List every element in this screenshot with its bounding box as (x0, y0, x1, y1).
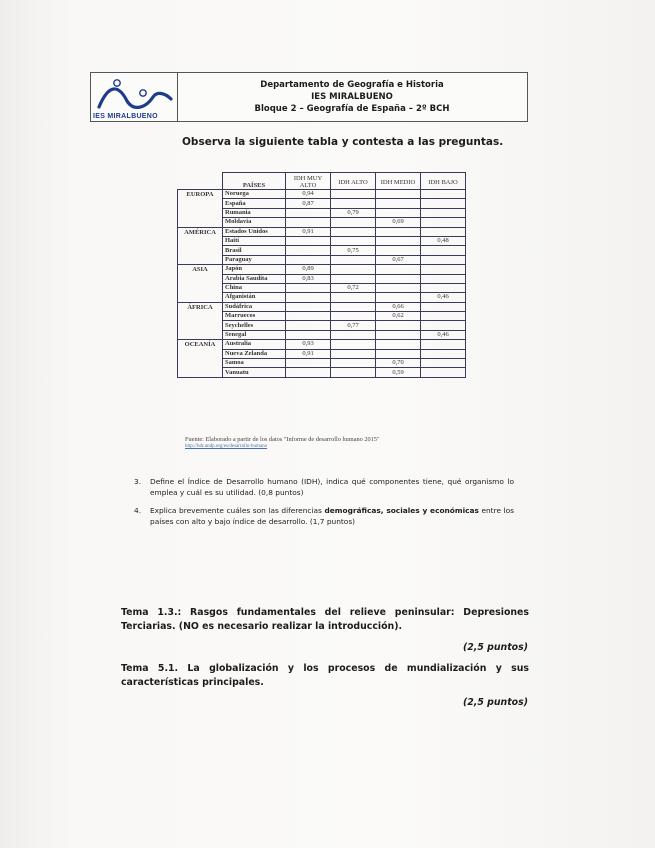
country-cell: Moldavia (223, 218, 286, 227)
tema-1-3: Tema 1.3.: Rasgos fundamentales del relieve peninsular: Depresiones Terciarias. (NO es necesario realizar la introducción). (121, 607, 529, 632)
idh-value-cell (331, 312, 376, 321)
country-cell: Haití (223, 236, 286, 245)
idh-value-cell (286, 293, 331, 302)
header (90, 72, 528, 122)
question-number: 3. (134, 477, 142, 486)
idh-value-cell: 0,48 (421, 236, 466, 245)
idh-value-cell (331, 190, 376, 199)
idh-value-cell (286, 321, 331, 330)
country-cell: Japón (223, 265, 286, 274)
idh-value-cell (376, 236, 421, 245)
country-cell: Samoa (223, 359, 286, 368)
idh-value-cell (286, 255, 331, 264)
table-row (178, 302, 466, 311)
idh-value-cell (376, 340, 421, 349)
header-paises: PAÍSES (223, 173, 286, 190)
tema-1-3-points: (2,5 puntos) (462, 642, 528, 653)
logo-text: IES MIRALBUENO (93, 113, 158, 120)
country-cell: Senegal (223, 330, 286, 339)
question-text-start: Explica brevemente cuáles son las diferencias (150, 506, 325, 515)
region-cell: AMÉRICA (178, 227, 223, 265)
idh-value-cell (421, 349, 466, 358)
country-cell: Australia (223, 340, 286, 349)
header-idh-bajo: IDH BAJO (421, 173, 466, 190)
country-cell: Marruecos (223, 312, 286, 321)
table-row (178, 227, 466, 236)
idh-value-cell (376, 199, 421, 208)
course-name: Bloque 2 – Geografía de España – 2º BCH (254, 104, 450, 114)
idh-value-cell (421, 302, 466, 311)
country-cell: Seychelles (223, 321, 286, 330)
idh-value-cell (286, 208, 331, 217)
country-cell: Vanuatu (223, 368, 286, 377)
question-text-end: entre los países con alto y bajo índice de desarrollo. (1,7 puntos) (150, 506, 514, 526)
idh-value-cell (421, 265, 466, 274)
question-text: Define el Índice de Desarrollo humano (IDH), indica qué componentes tiene, qué organismo lo emplea y cuál es su utilidad. (0,8 puntos) (150, 477, 514, 497)
idh-value-cell (331, 236, 376, 245)
idh-value-cell: 0,83 (286, 274, 331, 283)
idh-value-cell (421, 359, 466, 368)
source-link[interactable]: http://hdr.undp.org/es/desarrollo-humano (185, 444, 268, 449)
idh-value-cell (331, 302, 376, 311)
idh-value-cell: 0,59 (376, 368, 421, 377)
idh-value-cell (376, 349, 421, 358)
question-number: 4. (134, 506, 142, 515)
idh-value-cell: 0,67 (376, 255, 421, 264)
idh-value-cell (286, 368, 331, 377)
idh-value-cell (421, 283, 466, 292)
question-text-bold: demográficas, sociales y económicas (324, 506, 479, 515)
idh-value-cell (331, 227, 376, 236)
idh-value-cell (331, 199, 376, 208)
header-empty-cell (178, 173, 223, 190)
idh-value-cell (421, 227, 466, 236)
idh-value-cell: 0,87 (286, 199, 331, 208)
idh-value-cell: 0,62 (376, 312, 421, 321)
idh-value-cell (331, 368, 376, 377)
idh-value-cell (331, 274, 376, 283)
header-idh-alto: IDH ALTO (331, 173, 376, 190)
region-cell: OCEANÍA (178, 340, 223, 378)
idh-value-cell (421, 199, 466, 208)
country-cell: Brasil (223, 246, 286, 255)
question-4 (134, 505, 514, 527)
country-cell: China (223, 283, 286, 292)
idh-value-cell (376, 246, 421, 255)
idh-value-cell (286, 312, 331, 321)
idh-value-cell (421, 246, 466, 255)
idh-value-cell: 0,70 (376, 359, 421, 368)
country-cell: Rumania (223, 208, 286, 217)
question-3 (134, 476, 514, 498)
tema-5-1: Tema 5.1. La globalización y los procesos de mundialización y sus características principales. (121, 663, 529, 688)
country-cell: Sudáfrica (223, 302, 286, 311)
table-row (178, 190, 466, 199)
idh-value-cell (286, 302, 331, 311)
idh-value-cell: 0,91 (286, 349, 331, 358)
table-header-row (178, 173, 466, 190)
region-cell: EUROPA (178, 190, 223, 228)
idh-value-cell (376, 208, 421, 217)
idh-value-cell: 0,89 (286, 265, 331, 274)
idh-value-cell (286, 218, 331, 227)
idh-value-cell (331, 330, 376, 339)
idh-value-cell (376, 190, 421, 199)
country-cell: Arabia Saudita (223, 274, 286, 283)
idh-value-cell (286, 236, 331, 245)
idh-value-cell (421, 208, 466, 217)
idh-value-cell (421, 190, 466, 199)
country-cell: Noruega (223, 190, 286, 199)
idh-value-cell (331, 218, 376, 227)
region-cell: ASIA (178, 265, 223, 303)
table-row (178, 265, 466, 274)
idh-value-cell: 0,46 (421, 293, 466, 302)
idh-value-cell: 0,72 (331, 283, 376, 292)
idh-value-cell (331, 255, 376, 264)
idh-value-cell (376, 227, 421, 236)
idh-value-cell (421, 321, 466, 330)
idh-value-cell (376, 274, 421, 283)
idh-value-cell (331, 359, 376, 368)
idh-value-cell (376, 293, 421, 302)
idh-value-cell (421, 218, 466, 227)
idh-value-cell: 0,94 (286, 190, 331, 199)
country-cell: Paraguay (223, 255, 286, 264)
idh-value-cell (286, 330, 331, 339)
idh-value-cell (376, 283, 421, 292)
idh-value-cell: 0,91 (286, 227, 331, 236)
idh-value-cell (286, 246, 331, 255)
tema-5-1-points: (2,5 puntos) (462, 697, 528, 708)
header-idh-muy-alto: IDH MUY ALTO (286, 173, 331, 190)
idh-value-cell (286, 359, 331, 368)
idh-value-cell (286, 283, 331, 292)
idh-value-cell (376, 321, 421, 330)
idh-value-cell: 0,66 (376, 302, 421, 311)
region-cell: ÁFRICA (178, 302, 223, 340)
idh-value-cell: 0,93 (286, 340, 331, 349)
header-idh-medio: IDH MEDIO (376, 173, 421, 190)
idh-value-cell (421, 340, 466, 349)
idh-value-cell: 0,77 (331, 321, 376, 330)
idh-value-cell: 0,46 (421, 330, 466, 339)
header-title (177, 79, 527, 115)
country-cell: Nueva Zelanda (223, 349, 286, 358)
idh-value-cell (331, 340, 376, 349)
idh-value-cell (421, 255, 466, 264)
idh-value-cell: 0,69 (376, 218, 421, 227)
idh-value-cell (421, 274, 466, 283)
idh-table (177, 172, 466, 378)
table-row (178, 340, 466, 349)
idh-value-cell (331, 293, 376, 302)
country-cell: Afganistán (223, 293, 286, 302)
instruction: Observa la siguiente tabla y contesta a las preguntas. (182, 136, 504, 148)
wave-logo-icon (95, 75, 175, 111)
idh-value-cell (331, 265, 376, 274)
table-source: Fuente: Elaborado a partir de los datos "Informe de desarrollo humano 2015" (185, 436, 380, 443)
idh-value-cell: 0,75 (331, 246, 376, 255)
department-name: Departamento de Geografía e Historia (260, 80, 444, 90)
school-name: IES MIRALBUENO (311, 92, 393, 102)
school-logo (91, 73, 178, 121)
idh-value-cell: 0,79 (331, 208, 376, 217)
idh-value-cell (421, 312, 466, 321)
country-cell: España (223, 199, 286, 208)
country-cell: Estados Unidos (223, 227, 286, 236)
idh-value-cell (376, 330, 421, 339)
question-text (150, 505, 514, 527)
idh-value-cell (376, 265, 421, 274)
idh-value-cell (421, 368, 466, 377)
idh-value-cell (331, 349, 376, 358)
